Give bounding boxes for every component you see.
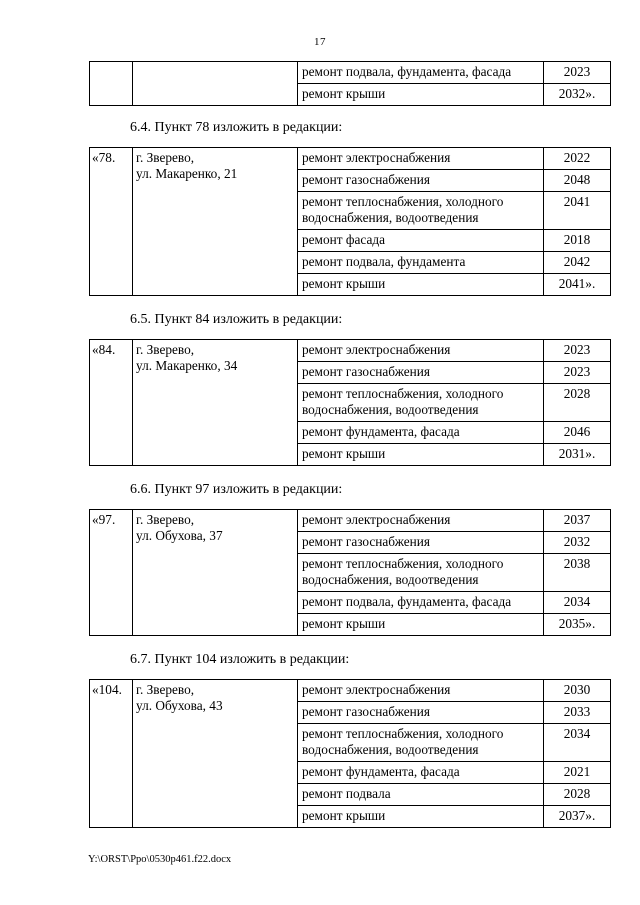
- address-street: ул. Обухова, 37: [136, 528, 223, 543]
- section-table: [89, 679, 611, 828]
- work-cell: ремонт теплоснабжения, холодного водоснабжения, водоотведения: [298, 384, 544, 422]
- table-row: [90, 510, 611, 532]
- work-cell: ремонт теплоснабжения, холодного водоснабжения, водоотведения: [298, 192, 544, 230]
- work-cell: ремонт крыши: [298, 84, 544, 106]
- work-cell: ремонт подвала: [298, 784, 544, 806]
- year-cell: 2041: [544, 192, 611, 230]
- address-cell: [133, 340, 298, 466]
- section-table-block: [89, 147, 607, 296]
- work-cell: ремонт теплоснабжения, холодного водоснабжения, водоотведения: [298, 724, 544, 762]
- work-cell: ремонт фундамента, фасада: [298, 422, 544, 444]
- item-number: «78.: [90, 148, 133, 296]
- year-cell: 2023: [544, 340, 611, 362]
- page-number: 17: [314, 36, 326, 48]
- address-city: г. Зверево,: [136, 342, 195, 357]
- section-heading: 6.4. Пункт 78 изложить в редакции:: [130, 120, 343, 135]
- year-cell: 2032: [544, 532, 611, 554]
- address-street: ул. Макаренко, 34: [136, 358, 238, 373]
- work-cell: ремонт крыши: [298, 274, 544, 296]
- year-cell: 2037».: [544, 806, 611, 828]
- work-cell: ремонт газоснабжения: [298, 532, 544, 554]
- number-cell: [90, 62, 133, 106]
- section-table: [89, 147, 611, 296]
- table-row: [90, 62, 611, 84]
- work-cell: ремонт крыши: [298, 806, 544, 828]
- section-table-block: [89, 509, 607, 636]
- work-cell: ремонт подвала, фундамента, фасада: [298, 62, 544, 84]
- year-cell: 2042: [544, 252, 611, 274]
- year-cell: 2046: [544, 422, 611, 444]
- work-cell: ремонт электроснабжения: [298, 148, 544, 170]
- address-city: г. Зверево,: [136, 682, 195, 697]
- year-cell: 2031».: [544, 444, 611, 466]
- work-cell: ремонт электроснабжения: [298, 680, 544, 702]
- work-cell: ремонт электроснабжения: [298, 510, 544, 532]
- year-cell: 2034: [544, 592, 611, 614]
- work-cell: ремонт теплоснабжения, холодного водоснабжения, водоотведения: [298, 554, 544, 592]
- footer-file-path: Y:\ORST\Ppo\0530p461.f22.docx: [88, 854, 232, 865]
- year-cell: 2028: [544, 384, 611, 422]
- section-table: [89, 339, 611, 466]
- section-table: [89, 509, 611, 636]
- year-cell: 2038: [544, 554, 611, 592]
- year-cell: 2041».: [544, 274, 611, 296]
- address-city: г. Зверево,: [136, 150, 195, 165]
- year-cell: 2035».: [544, 614, 611, 636]
- continuation-table: [89, 61, 611, 106]
- work-cell: ремонт крыши: [298, 444, 544, 466]
- continuation-table-block: [89, 61, 607, 106]
- item-number: «84.: [90, 340, 133, 466]
- work-cell: ремонт фасада: [298, 230, 544, 252]
- item-number: «104.: [90, 680, 133, 828]
- year-cell: 2037: [544, 510, 611, 532]
- address-cell: [133, 62, 298, 106]
- year-cell: 2032».: [544, 84, 611, 106]
- section-table-block: [89, 339, 607, 466]
- address-cell: [133, 148, 298, 296]
- work-cell: ремонт газоснабжения: [298, 170, 544, 192]
- table-row: [90, 148, 611, 170]
- address-street: ул. Обухова, 43: [136, 698, 223, 713]
- year-cell: 2030: [544, 680, 611, 702]
- section-table-block: [89, 679, 607, 828]
- year-cell: 2048: [544, 170, 611, 192]
- work-cell: ремонт фундамента, фасада: [298, 762, 544, 784]
- year-cell: 2028: [544, 784, 611, 806]
- work-cell: ремонт крыши: [298, 614, 544, 636]
- year-cell: 2018: [544, 230, 611, 252]
- address-cell: [133, 510, 298, 636]
- item-number: «97.: [90, 510, 133, 636]
- work-cell: ремонт подвала, фундамента: [298, 252, 544, 274]
- year-cell: 2022: [544, 148, 611, 170]
- address-city: г. Зверево,: [136, 512, 195, 527]
- section-heading: 6.6. Пункт 97 изложить в редакции:: [130, 482, 343, 497]
- table-row: [90, 680, 611, 702]
- work-cell: ремонт подвала, фундамента, фасада: [298, 592, 544, 614]
- section-heading: 6.7. Пункт 104 изложить в редакции:: [130, 652, 350, 667]
- address-street: ул. Макаренко, 21: [136, 166, 238, 181]
- address-cell: [133, 680, 298, 828]
- year-cell: 2033: [544, 702, 611, 724]
- year-cell: 2023: [544, 362, 611, 384]
- year-cell: 2034: [544, 724, 611, 762]
- year-cell: 2021: [544, 762, 611, 784]
- work-cell: ремонт электроснабжения: [298, 340, 544, 362]
- year-cell: 2023: [544, 62, 611, 84]
- section-heading: 6.5. Пункт 84 изложить в редакции:: [130, 312, 343, 327]
- work-cell: ремонт газоснабжения: [298, 702, 544, 724]
- table-row: [90, 340, 611, 362]
- work-cell: ремонт газоснабжения: [298, 362, 544, 384]
